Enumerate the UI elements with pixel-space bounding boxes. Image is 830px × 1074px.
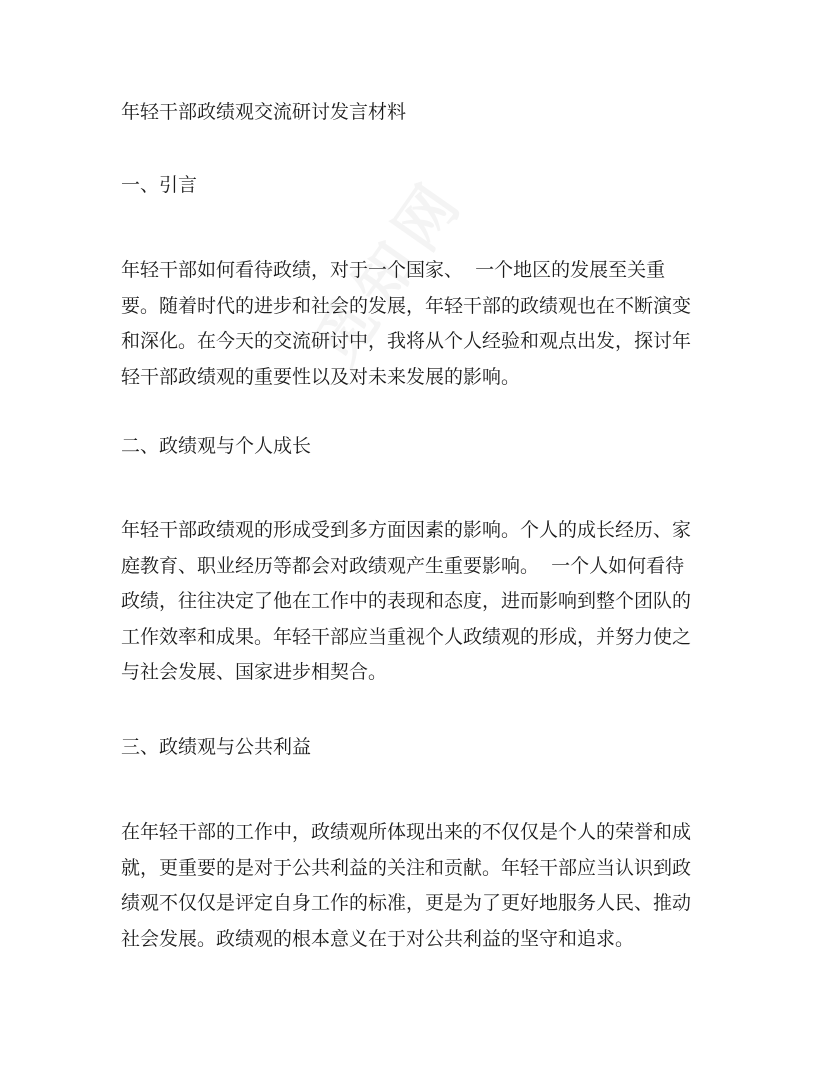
section-heading-intro: 一、引言 xyxy=(121,174,198,196)
section-heading-personal-growth: 二、政绩观与个人成长 xyxy=(121,435,312,457)
section-paragraph-personal-growth: 年轻干部政绩观的形成受到多方面因素的影响。个人的成长经历、家庭教育、职业经历等都会对政绩观产生重要影响。 一个人如何看待政绩，往往决定了他在工作中的表现和态度，进而影响到整个团队的工作效率和成果。年轻干部应当重视个人政绩观的形成，并努力使之与社会发展、国家进步相契合。 xyxy=(121,519,692,683)
section-paragraph-intro: 年轻干部如何看待政绩，对于一个国家、 一个地区的发展至关重要。随着时代的进步和社会的发展，年轻干部的政绩观也在不断演变和深化。在今天的交流研讨中，我将从个人经验和观点出发，探讨年轻干部政绩观的重要性以及对未来发展的影响。 xyxy=(121,259,692,388)
section-paragraph-public-interest: 在年轻干部的工作中，政绩观所体现出来的不仅仅是个人的荣誉和成就，更重要的是对于公共利益的关注和贡献。年轻干部应当认识到政绩观不仅仅是评定自身工作的标准，更是为了更好地服务人民、推动社会发展。政绩观的根本意义在于对公共利益的坚守和追求。 xyxy=(121,821,692,950)
document-title: 年轻干部政绩观交流研讨发言材料 xyxy=(121,101,407,123)
section-heading-public-interest: 三、政绩观与公共利益 xyxy=(121,736,312,758)
